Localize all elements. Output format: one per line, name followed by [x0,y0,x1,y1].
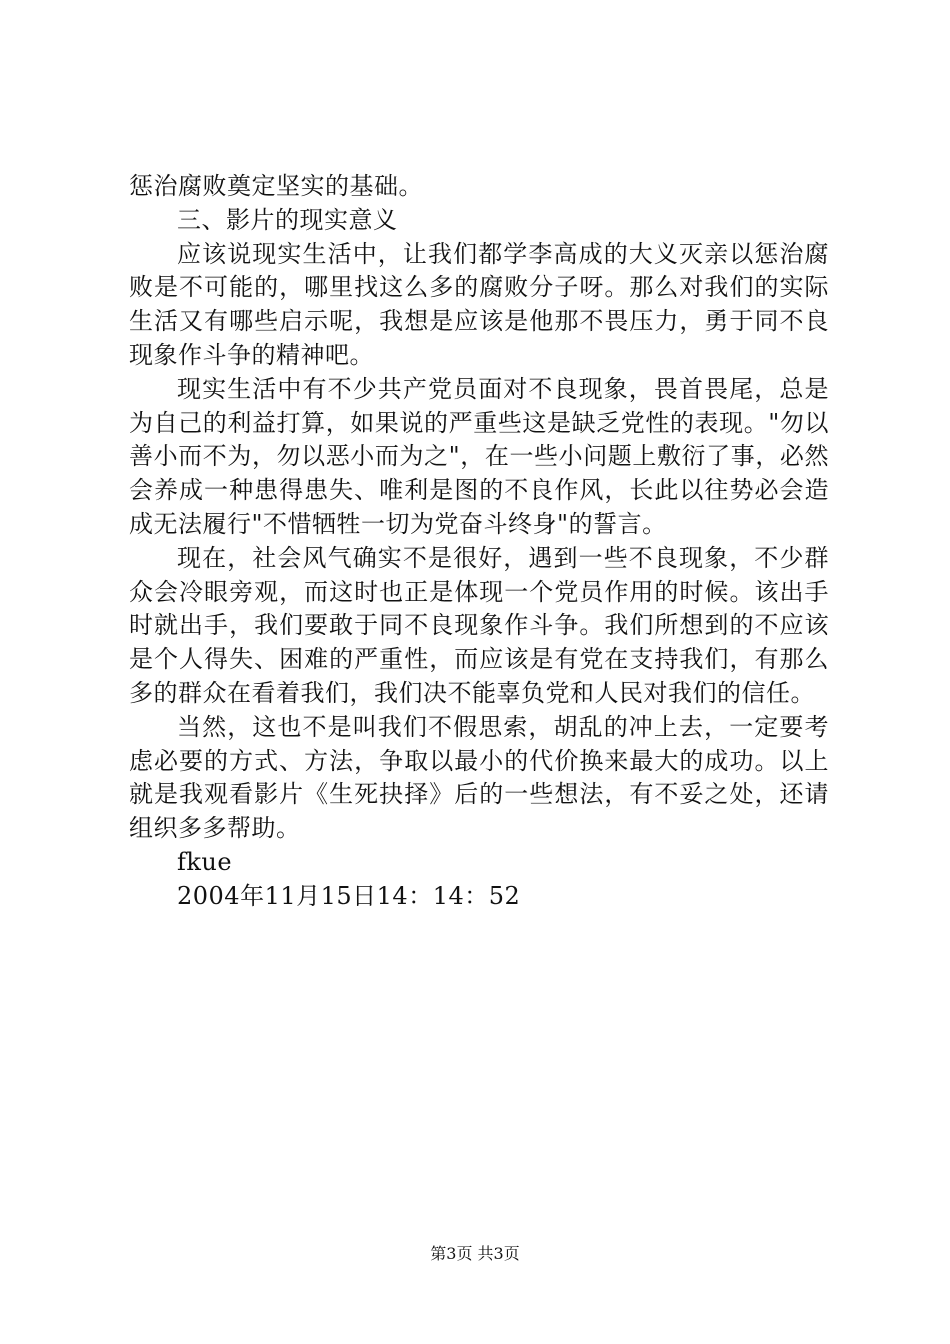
page-footer: 第3页 共3页 [430,1244,520,1263]
paragraph-continuation: 惩治腐败奠定坚实的基础。 [129,172,423,200]
paragraph: 现在，社会风气确实不是很好，遇到一些不良现象，不少群众会冷眼旁观，而这时也正是体现一个党员作用的时候。该出手时就出手，我们要敢于同不良现象作斗争。我们所想到的不应该是个人得失、困难的严重性，而应该是有党在支持我们，有那么多的群众在看着我们，我们决不能辜负党和人民对我们的信任。 [129,543,829,707]
section-heading: 三、影片的现实意义 [177,205,398,234]
paragraph: 现实生活中有不少共产党员面对不良现象，畏首畏尾，总是为自己的利益打算，如果说的严重些这是缺乏党性的表现。"勿以善小而不为，勿以恶小而为之"，在一些小问题上敷衍了事，必然会养成一种患得患失、唯利是图的不良作风，长此以往势必会造成无法履行"不惜牺牲一切为党奋斗终身"的誓言。 [129,374,829,538]
author-signature: fkue [177,847,233,876]
paragraph: 应该说现实生活中，让我们都学李高成的大义灭亲以惩治腐败是不可能的，哪里找这么多的腐败分子呀。那么对我们的实际生活又有哪些启示呢，我想是应该是他那不畏压力，勇于同不良现象作斗争的精神吧。 [129,239,829,369]
paragraph: 当然，这也不是叫我们不假思索，胡乱的冲上去，一定要考虑必要的方式、方法，争取以最小的代价换来最大的成功。以上就是我观看影片《生死抉择》后的一些想法，有不妥之处，还请组织多多帮助。 [129,712,829,843]
document-body [129,170,829,914]
document-date: 2004年11月15日14：14：52 [177,881,521,910]
